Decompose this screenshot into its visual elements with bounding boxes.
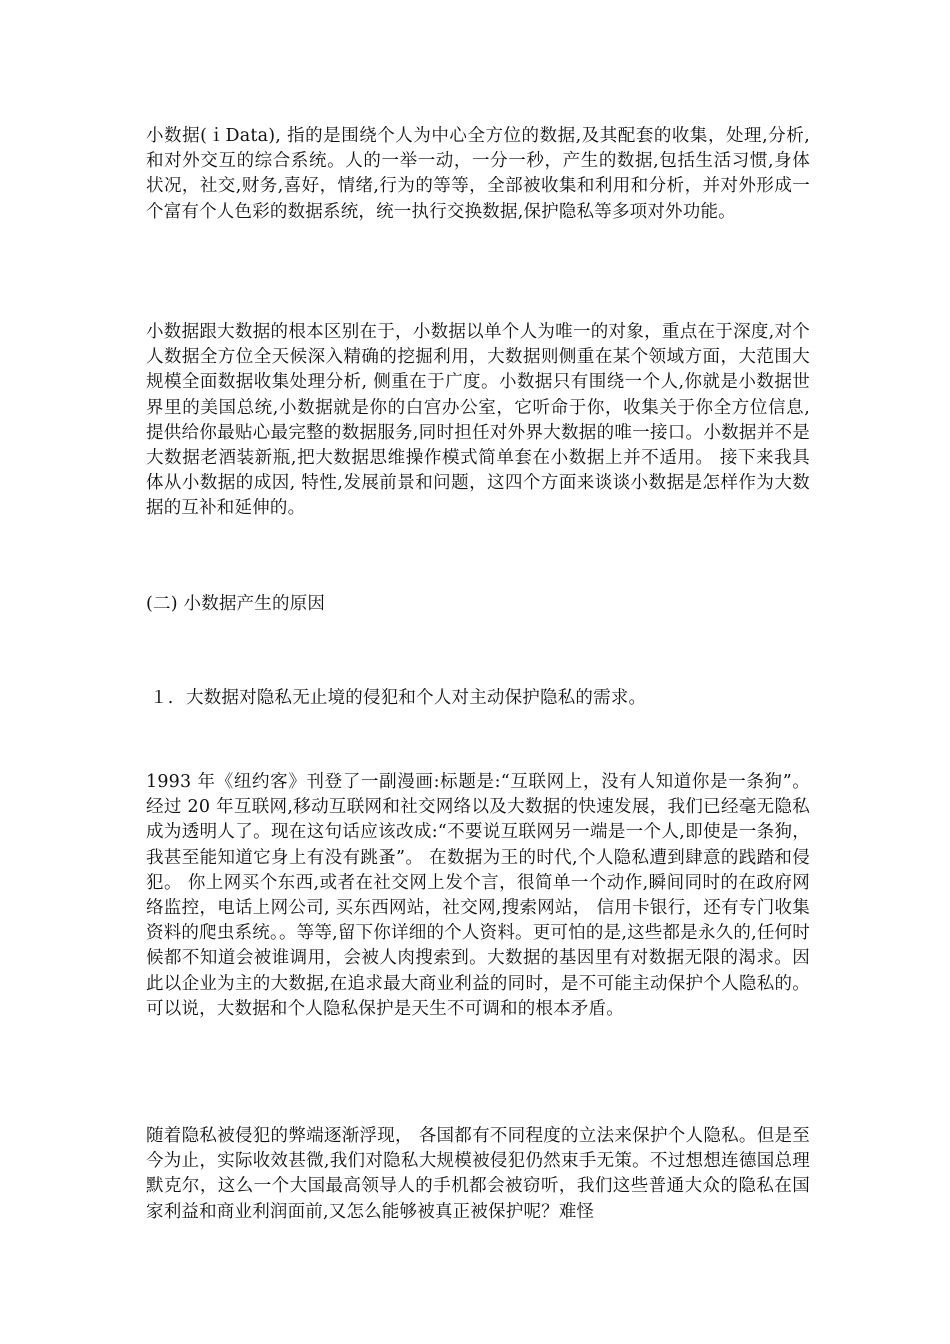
paragraph-privacy-law: 随着隐私被侵犯的弊端逐渐浮现， 各国都有不同程度的立法来保护个人隐私。但是至今为止，实际收效甚微,我们对隐私大规模被侵犯仍然束手无策。不过想想连德国总理默克尔，这么一个大国最高领导人的手机都会被窃听，我们这些普通大众的隐私在国家利益和商业利润面前,又怎么能够被真正被保护呢？难怪	[146, 1126, 810, 1222]
list-item-text: 大数据对隐私无止境的侵犯和个人对主动保护隐私的需求。	[186, 688, 647, 708]
section-heading: (二) 小数据产生的原因	[146, 594, 326, 614]
list-item	[146, 686, 810, 711]
paragraph-difference: 小数据跟大数据的根本区别在于，小数据以单个人为唯一的对象，重点在于深度,对个人数据全方位全天候深入精确的挖掘利用，大数据则侧重在某个领域方面，大范围大规模全面数据收集处理分析, 侧重在于广度。小数据只有围绕一个人,你就是小数据世界里的美国总统,小数据就是你的白宫办公室，它听命于你，收集关于你全方位信息,提供给你最贴心最完整的数据服务,同时担任对外界大数据的唯一接口。小数据并不是大数据老酒装新瓶,把大数据思维操作模式简单套在小数据上并不适用。 接下来我具体从小数据的成因, 特性,发展前景和问题，这四个方面来谈谈小数据是怎样作为大数据的互补和延伸的。	[146, 322, 810, 519]
paragraph-privacy-invasion: 1993 年《纽约客》刊登了一副漫画:标题是:“互联网上，没有人知道你是一条狗”。经过 20 年互联网,移动互联网和社交网络以及大数据的快速发展，我们已经毫无隐私成为透明人了。现在这句话应该改成:“不要说互联网另一端是一个人,即使是一条狗，我甚至能知道它身上有没有跳蚤”。 在数据为王的时代,个人隐私遭到肆意的践踏和侵犯。 你上网买个东西,或者在社交网上发个言，很简单一个动作,瞬间同时的在政府网络监控，电话上网公司, 买东西网站，社交网,搜索网站， 信用卡银行，还有专门收集资料的爬虫系统。。等等,留下你详细的个人资料。更可怕的是,这些都是永久的,任何时候都不知道会被谁调用，会被人肉搜索到。大数据的基因里有对数据无限的渴求。因此以企业为主的大数据,在追求最大商业利益的同时，是不可能主动保护个人隐私的。可以说，大数据和个人隐私保护是天生不可调和的根本矛盾。	[146, 772, 810, 1019]
list-item-number: １.	[150, 688, 174, 708]
paragraph-definition: 小数据(ｉData), 指的是围绕个人为中心全方位的数据,及其配套的收集，处理,分析,和对外交互的综合系统。人的一举一动，一分一秒，产生的数据,包括生活习惯,身体状况，社交,财务,喜好，情绪,行为的等等，全部被收集和利用和分析，并对外形成一个富有个人色彩的数据系统，统一执行交换数据,保护隐私等多项对外功能。	[146, 126, 810, 222]
